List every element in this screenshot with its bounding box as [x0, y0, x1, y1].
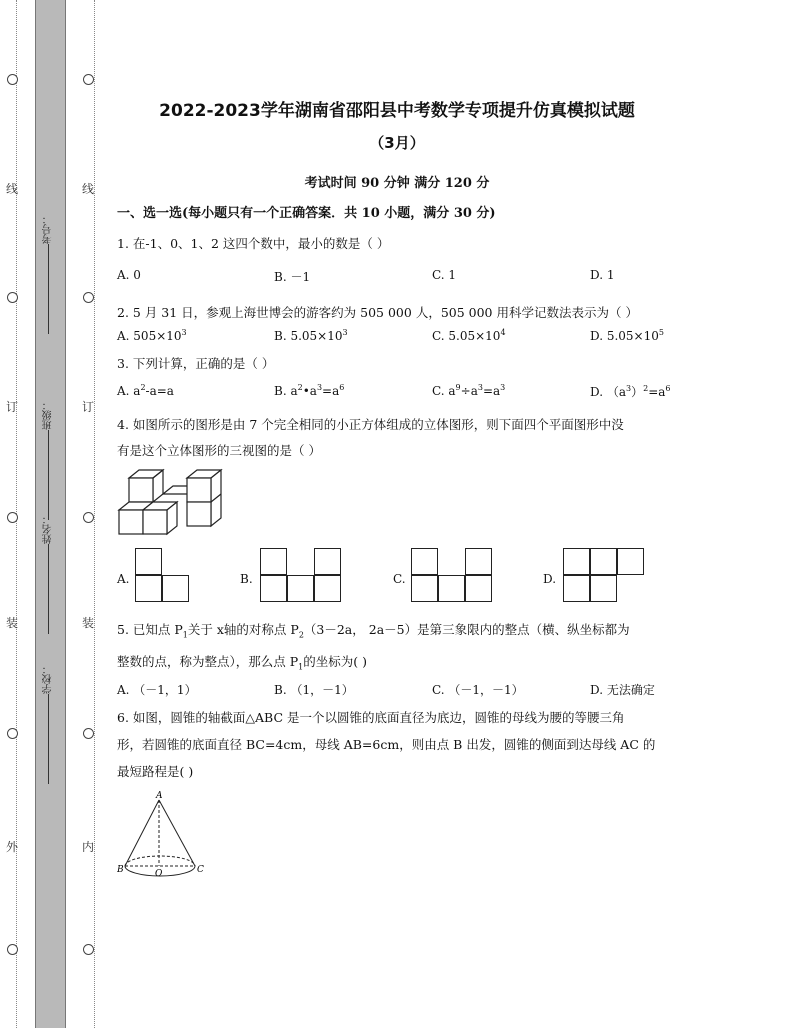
- grid-cell: [287, 575, 314, 602]
- binding-hole-outer: [7, 944, 18, 955]
- exam-info: 考试时间 90 分钟 满分 120 分: [304, 176, 490, 191]
- grid-cell: [411, 548, 438, 575]
- question-3-option-c: C. $a^9\div a^3=a^3$: [432, 383, 506, 398]
- binding-hole-inner: [83, 512, 94, 523]
- question-4-stem-line2: 有是这个立体图形的三视图的是（ ）: [117, 443, 321, 458]
- cube-face: [187, 478, 211, 502]
- inner-char-ding: 订: [82, 400, 95, 414]
- grid-cell: [563, 548, 590, 575]
- question-5-option-b: B. （1，－1）: [274, 683, 354, 697]
- question-4-option-a-label: A.: [117, 572, 130, 586]
- grid-cell: [438, 575, 465, 602]
- exam-number-blank: [49, 244, 50, 334]
- binding-hole-inner: [83, 292, 94, 303]
- question-4-option-d-label: D.: [543, 572, 557, 586]
- cubes-3d-figure: [117, 466, 229, 546]
- question-3-option-a-text: A. a: [117, 384, 141, 398]
- grid-cell: [590, 548, 617, 575]
- school-label: 学校：: [43, 664, 54, 694]
- name-field: [43, 514, 55, 636]
- outer-char-ding: 订: [6, 400, 19, 414]
- question-3-stem: 3. 下列计算，正确的是（ ）: [117, 356, 275, 371]
- grid-cell: [563, 575, 590, 602]
- cone-label-c: C: [197, 865, 204, 875]
- binding-hole-outer: [7, 512, 18, 523]
- question-2-option-a-exp: 3: [181, 328, 187, 337]
- school-field: [43, 664, 55, 786]
- question-3-option-a: A. $a^2-a=a$: [117, 383, 174, 398]
- question-1-option-b: B. －1: [274, 270, 311, 284]
- question-6-stem-line2: 形，若圆锥的底面直径 BC=4cm，母线 AB=6cm，则由点 B 出发，圆锥的侧面到达母线 AC 的: [117, 737, 656, 752]
- question-5-option-a: A. （－1，1）: [117, 683, 197, 697]
- question-5-text-d: 整数的点，称为整点），那么点 P: [117, 654, 299, 669]
- question-4-stem-line1: 4. 如图所示的图形是由 7 个完全相同的小正方体组成的立体图形，则下面四个平面图形中没: [117, 417, 624, 432]
- cone-label-o: O: [155, 869, 163, 879]
- question-2-option-a-text: A. 505×10: [117, 329, 182, 343]
- class-field: [43, 400, 55, 522]
- cube-face: [187, 502, 211, 526]
- inner-dotted-line: [94, 0, 95, 1028]
- grid-cell: [465, 575, 492, 602]
- exam-subtitle: （3月）: [369, 134, 425, 152]
- cube-face: [129, 478, 153, 502]
- binding-hole-inner: [83, 728, 94, 739]
- question-6-stem-line1: 6. 如图，圆锥的轴截面△ABC 是一个以圆锥的底面直径为底边，圆锥的母线为腰的等腰三角: [117, 710, 625, 725]
- question-4-option-c-label: C.: [393, 572, 406, 586]
- question-1-option-c: C. 1: [432, 268, 457, 282]
- school-blank: [49, 694, 50, 784]
- question-5-stem-line2: 整数的点，称为整点），那么点 $P_1$的坐标为( ): [117, 654, 367, 672]
- binding-hole-inner: [83, 944, 94, 955]
- question-2-option-d-text: D. 5.05×10: [590, 329, 659, 343]
- section-heading: 一、选一选(每小题只有一个正确答案．共 10 小题，满分 30 分): [117, 206, 496, 221]
- cube-face: [153, 470, 163, 502]
- question-2-option-c-text: C. 5.05×10: [432, 329, 501, 343]
- question-3-option-d-text: D. （a: [590, 385, 626, 399]
- class-blank: [49, 430, 50, 520]
- question-2-option-c: [432, 328, 506, 343]
- exam-title: 2022-2023学年湖南省邵阳县中考数学专项提升仿真模拟试题: [159, 101, 635, 121]
- cone-base-back: [125, 856, 195, 866]
- cone-label-a: A: [156, 791, 163, 801]
- binding-margin: [0, 0, 100, 1028]
- cone-figure: [117, 790, 217, 880]
- class-label: 班级：: [43, 400, 54, 430]
- question-4-option-b-label: B.: [240, 572, 253, 586]
- outer-char-wai: 外: [6, 840, 19, 854]
- question-5-text-e: 的坐标为( ): [303, 654, 367, 669]
- grid-cell: [314, 575, 341, 602]
- grid-cell: [411, 575, 438, 602]
- question-2-option-c-exp: 4: [500, 328, 506, 337]
- grid-cell: [590, 575, 617, 602]
- grid-cell: [617, 548, 644, 575]
- binding-hole-outer: [7, 728, 18, 739]
- name-blank: [49, 544, 50, 634]
- cube-face: [143, 510, 167, 534]
- question-1-option-a: A. 0: [117, 268, 141, 282]
- inner-char-zhuang: 装: [82, 616, 95, 630]
- question-2-option-b-exp: 3: [342, 328, 348, 337]
- question-2-option-a: [117, 328, 187, 343]
- question-1-stem: 1. 在-1、0、1、2 这四个数中，最小的数是（ ）: [117, 236, 390, 251]
- exam-number-label: 考号：: [43, 214, 54, 244]
- exam-number-field: [43, 214, 55, 336]
- grid-cell: [135, 548, 162, 575]
- question-5-text-a: 5. 已知点 P: [117, 622, 183, 637]
- grid-cell: [260, 548, 287, 575]
- question-3-option-c-text: C. a: [432, 384, 456, 398]
- cube-face: [119, 510, 143, 534]
- question-2-option-b: [274, 328, 348, 343]
- question-5-text-c: （3－2a， 2a－5）是第三象限内的整点（横、纵坐标都为: [303, 622, 630, 637]
- grid-cell: [314, 548, 341, 575]
- name-label: 姓名：: [43, 514, 54, 544]
- question-5-text-b: 关于 x轴的对称点 P: [187, 622, 299, 637]
- inner-char-xian: 线: [82, 182, 95, 196]
- question-4-option-d-figure: [563, 548, 653, 608]
- question-2-option-d: [590, 328, 664, 343]
- question-4-option-c-figure: [411, 548, 501, 608]
- question-6-stem-line3: 最短路程是( ): [117, 764, 194, 779]
- question-1-option-d: D. 1: [590, 268, 615, 282]
- question-3-option-d: D. $(a^3)^2=a^6$: [590, 384, 671, 399]
- binding-hole-inner: [83, 74, 94, 85]
- question-5-option-c: C. （－1，－1）: [432, 683, 524, 697]
- inner-char-nei: 内: [82, 840, 95, 854]
- question-4-option-a-figure: [135, 548, 195, 608]
- question-5-stem-line1: 5. 已知点 $P_1$关于 x轴的对称点 $P_2(3-2a$， 2a－5）是第三象限内的整点（横、纵坐标都为: [117, 622, 630, 640]
- grid-cell: [465, 548, 492, 575]
- binding-hole-outer: [7, 292, 18, 303]
- cone-label-b: B: [117, 865, 124, 875]
- grid-cell: [260, 575, 287, 602]
- binding-hole-outer: [7, 74, 18, 85]
- question-5-option-d: D. 无法确定: [590, 683, 655, 697]
- question-2-stem: 2. 5 月 31 日，参观上海世博会的游客约为 505 000 人，505 000 用科学记数法表示为（ ）: [117, 305, 638, 320]
- question-3-option-b: B. $a^2•a^3=a^6$: [274, 383, 345, 398]
- grid-cell: [162, 575, 189, 602]
- question-4-option-b-figure: [260, 548, 350, 608]
- question-3-option-b-text: B. a: [274, 384, 298, 398]
- grid-cell: [135, 575, 162, 602]
- outer-char-xian: 线: [6, 182, 19, 196]
- outer-char-zhuang: 装: [6, 616, 19, 630]
- question-2-option-b-text: B. 5.05×10: [274, 329, 343, 343]
- question-2-option-d-exp: 5: [658, 328, 664, 337]
